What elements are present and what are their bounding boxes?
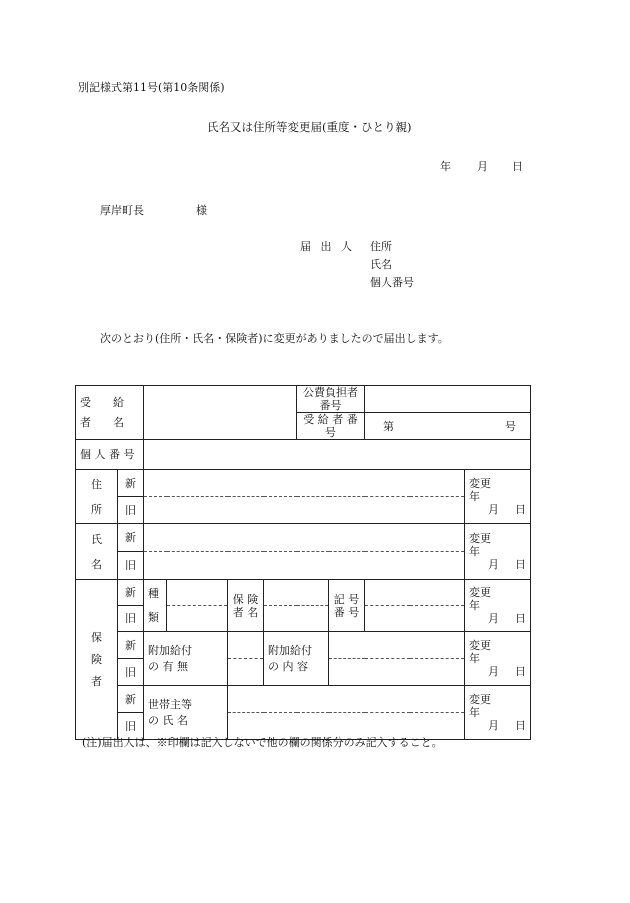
date-month-label: 月	[477, 160, 488, 173]
supp-benefit-label: 附加給付 の 有 無	[144, 632, 228, 686]
recipient-name-label: 受 給 者 名	[76, 386, 144, 440]
public-burden-number-label: 公費負担者番号	[297, 386, 365, 413]
recipient-number-go: 号	[505, 419, 516, 433]
supp-benefit-old-field[interactable]	[228, 659, 264, 686]
insurer-section-label: 保 険 者	[76, 580, 118, 740]
name-new-field[interactable]	[144, 524, 465, 552]
addressee-honorific: 様	[196, 204, 207, 217]
recipient-number-dai: 第	[383, 419, 394, 433]
type-old-field[interactable]	[167, 606, 228, 632]
address-new-field[interactable]	[144, 470, 465, 497]
date-year-label: 年	[440, 160, 451, 173]
insurer-change-date-2[interactable]: 変更 年月 日	[465, 632, 531, 686]
name-old-label: 旧	[118, 552, 144, 580]
householder-new-field[interactable]	[228, 686, 465, 713]
name-change-date[interactable]: 変更 年月 日	[465, 524, 531, 580]
supp-content-new-field[interactable]	[329, 632, 465, 659]
type-label: 種 類	[144, 580, 167, 632]
type-new-field[interactable]	[167, 580, 228, 606]
insurer-change-date-1[interactable]: 変更 年月 日	[465, 580, 531, 632]
form-number: 別記様式第11号(第10条関係)	[78, 81, 225, 94]
footnote: (注)届出人は、※印欄は記入しないで他の欄の関係分のみ記入すること。	[82, 736, 443, 749]
insurer-old-label-1: 旧	[118, 606, 144, 632]
name-section-label: 氏 名	[76, 524, 118, 580]
address-new-label: 新	[118, 470, 144, 497]
householder-label: 世帯主等 の 氏 名	[144, 686, 228, 740]
recipient-number-label: 受 給 者 番 号	[297, 413, 365, 440]
supp-benefit-new-field[interactable]	[228, 632, 264, 659]
public-burden-number-field[interactable]	[365, 386, 531, 413]
addressee-name: 厚岸町長	[100, 204, 144, 217]
insurer-old-label-2: 旧	[118, 659, 144, 686]
symbol-number-label: 記 号 番 号	[329, 580, 365, 632]
personal-number-field[interactable]	[144, 440, 531, 470]
insurer-name-label: 保 険 者 名	[228, 580, 264, 632]
address-old-label: 旧	[118, 497, 144, 524]
change-form-table	[75, 385, 531, 740]
applicant-name-label: 氏名	[370, 258, 392, 271]
intro-text: 次のとおり(住所・氏名・保険者)に変更がありましたので届出します。	[100, 332, 449, 345]
symbol-number-old-field[interactable]	[365, 606, 465, 632]
personal-number-label: 個 人 番 号	[76, 440, 144, 470]
address-change-date[interactable]: 変更 年月 日	[465, 470, 531, 524]
address-section-label: 住 所	[76, 470, 118, 524]
date-day-label: 日	[512, 160, 523, 173]
applicant-address-label: 住所	[370, 240, 392, 253]
name-old-field[interactable]	[144, 552, 465, 580]
applicant-personal-number-label: 個人番号	[370, 276, 414, 289]
address-old-field[interactable]	[144, 497, 465, 524]
supp-content-label: 附加給付 の 内 容	[264, 632, 329, 686]
insurer-change-date-3[interactable]: 変更 年月 日	[465, 686, 531, 740]
insurer-name-old-field[interactable]	[264, 606, 329, 632]
symbol-number-new-field[interactable]	[365, 580, 465, 606]
applicant-label: 届 出 人	[300, 240, 352, 253]
recipient-number-field[interactable]	[365, 413, 531, 440]
insurer-new-label-1: 新	[118, 580, 144, 606]
insurer-name-new-field[interactable]	[264, 580, 329, 606]
insurer-new-label-2: 新	[118, 632, 144, 659]
supp-content-old-field[interactable]	[329, 659, 465, 686]
insurer-old-label-3: 旧	[118, 713, 144, 740]
recipient-name-field[interactable]	[144, 386, 297, 440]
name-new-label: 新	[118, 524, 144, 552]
page-title: 氏名又は住所等変更届(重度・ひとり親)	[207, 120, 412, 134]
insurer-new-label-3: 新	[118, 686, 144, 713]
